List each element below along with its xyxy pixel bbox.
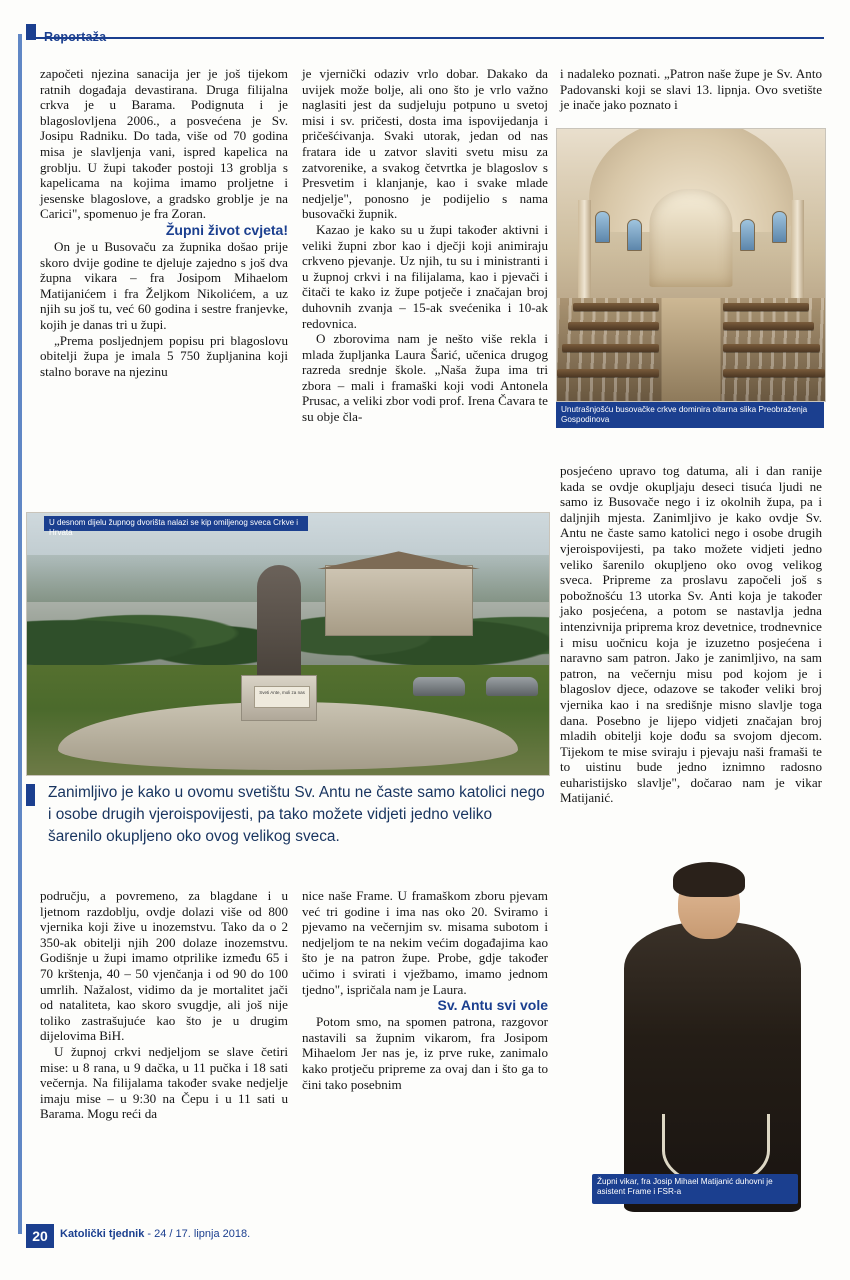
section-title: Reportaža <box>44 30 107 44</box>
church-pew <box>723 322 814 330</box>
friar-hair <box>673 862 745 897</box>
footer-publication <box>60 1228 250 1240</box>
page-header <box>26 18 824 44</box>
church-window <box>595 211 610 243</box>
paragraph: Potom smo, na spomen patrona, razgovor nastavili sa župnim vikarom, fra Josipom Mihaelom Jer nas je, iz prve ruke, zanimalo kako protječu pripreme za ovaj dan i što ga to čini tako posebnim <box>302 1014 548 1092</box>
paragraph: započeti njezina sanacija jer je još tijekom ratnih događaja devastirana. Druga filijalna crkva je u Barama. Podignuta i je blagoslovljena 2006., a posvećena je Sv. Josipu Radniku. Do tada, više od 70 godina misa je slavljenja vani, ispred kapelica na groblju. U župi također postoji 13 groblja s kapelicama na kojima imamo proljetne i jesenske blagoslove, a gradsko groblje je na Carici", spomenuo je fra Zoran. <box>40 66 288 222</box>
paragraph: „Prema posljednjem popisu pri blagoslovu obitelji župa je imala 5 750 župljanina koji stalno borave na njezinu <box>40 332 288 379</box>
church-pew <box>723 344 819 352</box>
saint-statue <box>257 565 301 685</box>
church-pew <box>562 344 658 352</box>
church-photo-body <box>557 129 825 401</box>
subheading-sv-antu-svi-vole: Sv. Antu svi vole <box>437 997 548 1014</box>
church-apse <box>649 189 732 287</box>
friar-portrait-photo <box>592 862 824 1212</box>
church-pew <box>568 322 659 330</box>
paragraph: području, a povremeno, za blagdane i u ljetnom razdoblju, ovdje dolazi više od 800 vjernika koji žive u inozemstvu. Tako da o 2 350-ak obitelji njih 200 dolaze inozemstvu. Godišnje u župi imamo otprilike između 65 i 70 krštenja, 40 – 50 vjenčanja i od 90 do 100 umrlih. Nažalost, vidimo da je mortalitet jači od nataliteta, kao skoro svugdje, ali još nije toliko zastrašujuće kao što je u drugim dijelovima BiH. <box>40 888 288 1044</box>
parked-car <box>413 677 465 696</box>
statue-plaque-text: Sveti Ante, moli za nas <box>254 686 310 708</box>
paragraph: On je u Busovaču za župnika došao prije skoro dvije godine te djeluje zajedno s još dva župna vikara – fra Josipom Mihaelom Matijanićem i fra Željkom Nikolićem, a uz njih su još tu, već 60 godina i sestre franjevke, kojih je danas tri u župi. <box>40 238 288 332</box>
subheading-zupni-zivot: Župni život cvjeta! <box>165 221 288 238</box>
paragraph: je vjernički odaziv vrlo dobar. Dakako da uvijek može bolje, ali ono što je vrlo važno naglasiti jest da sudjeluju potpuno u svetoj misi i sv. pričesti, dosta ima ispovijedanja i pričešćivanja. Svaki utorak, jedan od nas fratara ide u zatvor slaviti svetu misu za zatvorenike, a svakog četvrtka je blagoslov s Presvetim i klanjanje, kao i svake mlade nedjelje", ponosno je podijelio s nama busovački župnik. <box>302 66 548 222</box>
church-pew <box>557 369 659 377</box>
pull-quote <box>26 782 548 848</box>
park-building <box>325 565 473 635</box>
page-spine <box>18 34 22 1234</box>
column-two-top <box>302 66 548 425</box>
paragraph: Kazao je kako su u župi također aktivni i veliki župni zbor kao i dječji koji animiraju crkveno pjevanje. Uz njih, tu su i ministranti i u župnoj crkvi i na filijalama, kao i pjevači i čitači te kako iz župe potječe i značajan broj duhovnih zvanja – 15-ak svećenika i 10-ak redovnica. <box>302 221 548 331</box>
parked-car <box>486 677 538 696</box>
page-footer <box>26 1224 824 1250</box>
church-photo-caption: Unutrašnjošću busovačke crkve dominira oltarna slika Preobraženja Gospodinova <box>556 402 824 428</box>
paragraph: O zborovima nam je nešto više rekla i mlada župljanka Laura Šarić, učenica drugog razreda srednje škole. „Naša župa ima tri zbora – mali i framaški koji vodi Antonela Prusac, a veliki zbor vodi prof. Irena Čavara te su obje čla- <box>302 331 548 425</box>
park-photo-caption: U desnom dijelu župnog dvorišta nalazi se kip omiljenog sveca Crkve i Hrvata <box>44 516 308 531</box>
footer-issue: - 24 / 17. lipnja 2018. <box>144 1228 251 1240</box>
church-pew <box>723 303 809 311</box>
church-window <box>627 219 642 251</box>
pull-quote-text: Zanimljivo je kako u ovomu svetištu Sv. Antu ne časte samo katolici nego i osobe drugih vjeroispovijesti, pa tako možete vidjeti jedno veliko šarenilo okupljeno oko ovog velikog sveca. <box>48 784 545 845</box>
footer-publication-name: Katolički tjednik <box>60 1228 145 1240</box>
church-aisle <box>662 298 721 401</box>
parish-yard-statue-photo <box>26 512 550 776</box>
column-two-bottom <box>302 888 548 1092</box>
header-rule <box>26 37 824 39</box>
church-interior-photo <box>556 128 826 402</box>
church-pew <box>723 369 825 377</box>
church-column <box>791 200 804 298</box>
paragraph: U župnoj crkvi nedjeljom se slave četiri mise: u 8 rana, u 9 dačka, u 11 pučka i 18 sati večernja. Na filijalama također svake nedjelje imaju mise – u 9:30 na Čepu i u 11 sati u Barama. Mogu reći da <box>40 1043 288 1122</box>
column-three-top <box>560 66 822 113</box>
church-window <box>740 219 755 251</box>
paragraph: nice naše Frame. U framaškom zboru pjevam već tri godine i ima nas oko 20. Sviramo i pjevamo na večernjim sv. misama subotom i nedjeljom te na nekim većim događajima kao što je na patron župe. Probe, gdje također učimo i svirati i vježbamo, imamo jednom tjedno", ispričala nam je Laura. <box>302 888 548 997</box>
friar-photo-caption: Župni vikar, fra Josip Mihael Matijanić duhovni je asistent Frame i FSR-a <box>592 1174 798 1204</box>
church-pew <box>573 303 659 311</box>
church-window <box>772 211 787 243</box>
column-one-top <box>40 66 288 379</box>
church-column <box>578 200 591 298</box>
paragraph: posjećeno upravo tog datuma, ali i dan ranije kada se ovdje okupljaju deseci tisuća ljudi ne samo iz Busovače nego i iz okolnih župa, pa i daljnjih mjesta. Zanimljivo je kako ovdje Sv. Antu ne časte samo katolici nego i osobe drugih vjeroispovijesti, pa tako možete vidjeti jedno veliko šarenilo okupljeno oko ovog velikog sveca. Pripreme za proslavu započeli još s pobožnošću 13 utorka Sv. Anti koja je također jako posjećena, a potom se nastavlja jedna intenzivnija priprema kroz devetnice, trodnevnice i misu uočnicu koja je izuzetno posjećena i naravno sam patron. Jako je zanimljivo, na sam patron, na večernju misu pod kojom je i blagoslov djece, odazove se također veliki broj vjernika kao i na središnje misno slavlje toga dana. Posebno je lijepo vidjeti značajan broj mladih obitelji koje dođu sa svojom djecom. Tijekom te mise sviraju i pjevaju naši framaši te to uistinu bude jedno iznimno radosno euharistijsko slavlje", dočarao nam je vikar Matijanić. <box>560 463 822 806</box>
column-one-bottom <box>40 888 288 1122</box>
page-number: 20 <box>26 1224 54 1248</box>
column-three-body <box>560 463 822 806</box>
paragraph: i nadaleko poznati. „Patron naše župe je Sv. Anto Padovanski koji se slavi 13. lipnja. Ovo svetište je inače jako poznato i <box>560 66 822 113</box>
pull-quote-bar <box>26 784 35 806</box>
